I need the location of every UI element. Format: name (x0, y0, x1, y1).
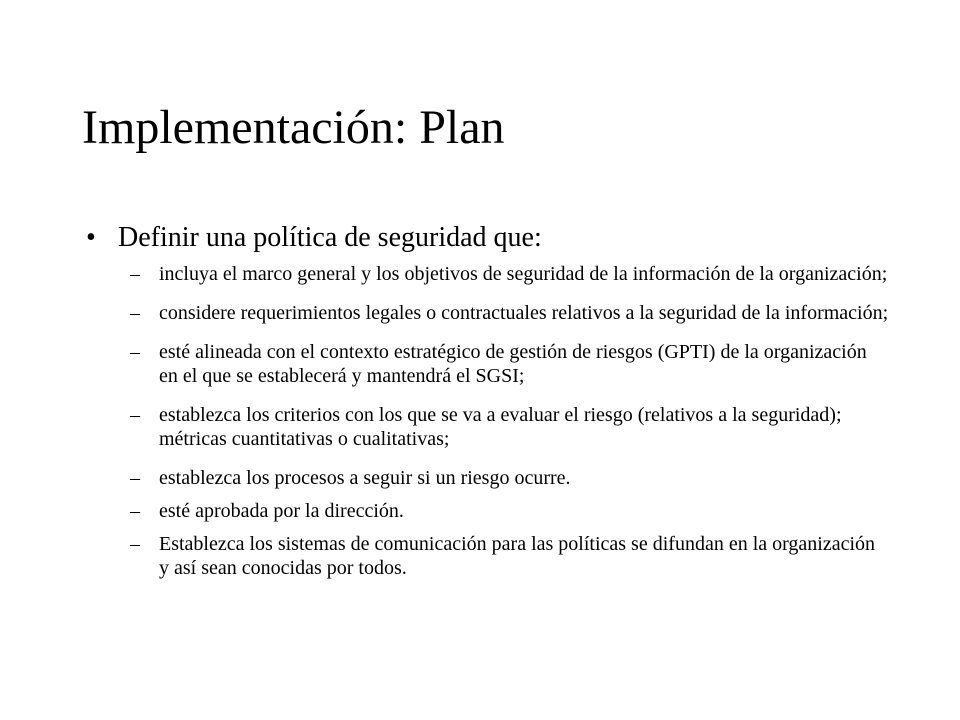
sub-bullet-text: esté aprobada por la dirección. (159, 500, 404, 522)
sub-bullet-item (130, 532, 890, 580)
bullet-marker: • (86, 222, 96, 253)
sub-bullet-text: considere requerimientos legales o contractuales relativos a la seguridad de la información; (159, 302, 889, 324)
dash-marker: – (130, 302, 140, 324)
dash-marker: – (130, 500, 140, 522)
sub-bullet-item (130, 340, 890, 388)
sub-bullet-text: Establezca los sistemas de comunicación para las políticas se difundan en la organización y así sean conocidas por todos. (159, 533, 876, 579)
dash-marker: – (130, 341, 140, 363)
dash-marker: – (130, 467, 140, 489)
sub-bullet-item (130, 403, 890, 451)
dash-marker: – (130, 263, 140, 285)
sub-bullet-text: establezca los criterios con los que se va a evaluar el riesgo (relativos a la seguridad); métricas cuantitativas o cualitativas; (159, 404, 842, 450)
sub-bullet-item (130, 262, 890, 286)
sub-bullet-item (130, 301, 890, 325)
slide-title: Implementación: Plan (82, 101, 505, 154)
sub-bullet-item (130, 466, 890, 490)
sub-bullet-item (130, 499, 890, 523)
dash-marker: – (130, 533, 140, 555)
sub-bullet-text: incluya el marco general y los objetivos de seguridad de la información de la organización; (159, 263, 888, 285)
sub-bullet-text: establezca los procesos a seguir si un riesgo ocurre. (159, 467, 571, 489)
sub-bullet-list (130, 262, 890, 595)
dash-marker: – (130, 404, 140, 426)
sub-bullet-text: esté alineada con el contexto estratégico de gestión de riesgos (GPTI) de la organización en el que se establecerá y mantendrá el SGSI; (159, 341, 867, 387)
main-bullet-text: Definir una política de seguridad que: (118, 222, 542, 253)
